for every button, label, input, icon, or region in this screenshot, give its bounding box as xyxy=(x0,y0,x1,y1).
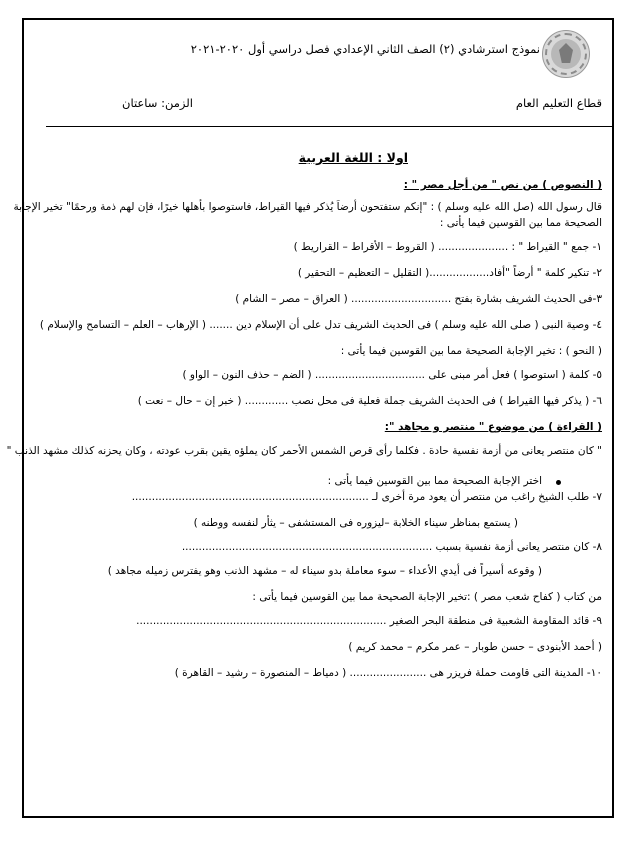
question-5: ٥- كلمة ( استوصوا ) فعل أمر مبنى على ................................. ( الضم – حذف النون – الواو ) xyxy=(182,369,602,381)
header-divider xyxy=(46,126,612,127)
book-heading: من كتاب ( كفاح شعب مصر ) :تخير الإجابة الصحيحة مما بين القوسين فيما يأتى : xyxy=(252,591,602,603)
reading-heading: ( القراءة ) من موضوع " منتصر و مجاهد ": xyxy=(384,421,602,433)
section-title: اولا : اللغة العربية xyxy=(298,150,408,165)
question-4: ٤- وصية النبى ( صلى الله عليه وسلم ) فى الحديث الشريف تدل على أن الإسلام دين ....... ( الإرهاب – العلم – التسامح والإسلام ) xyxy=(39,319,602,331)
question-9-options: ( أحمد الأبنودى – حسن طوبار – عمر مكرم – محمد كريم ) xyxy=(348,641,602,653)
grammar-heading: ( النحو ) : تخير الإجابة الصحيحة مما بين القوسين فيما يأتى : xyxy=(340,345,602,357)
question-8: ٨- كان منتصر يعانى أزمة نفسية بسبب ........................................................................... xyxy=(181,541,602,553)
question-3: ٣-فى الحديث الشريف بشارة بفتح .............................. ( العراق – مصر – الشام ) xyxy=(235,293,602,305)
question-2: ٢- تنكير كلمة " أرضاً "أفاد..................( التقليل – التعظيم – التحقير ) xyxy=(297,267,602,279)
question-7: ٧- طلب الشيخ راغب من منتصر أن يعود مرة أخرى لـ ....................................................................... xyxy=(131,491,602,503)
time-label: الزمن: ساعتان xyxy=(122,96,193,110)
page-border xyxy=(22,18,614,818)
question-8-options: ( وقوعه أسيراً فى أيدي الأعداء – سوء معاملة بدو سيناء له – مشهد الذنب وهو يفترس زميله مجاهد ) xyxy=(107,565,542,577)
sector-label: قطاع التعليم العام xyxy=(515,96,602,110)
hadith-line-2: الصحيحة مما بين القوسين فيما يأتى : xyxy=(439,217,602,229)
hadith-line-1: قال رسول الله (صل الله عليه وسلم ) : "إنكم ستفتحون أرضاَ يُذكر فيها القيراط، فاستوصوا بأهلها خيرًا، فإن لهم ذمة ورحمًا" تخير الإجابة xyxy=(13,201,602,213)
reading-passage: " كان منتصر يعانى من أزمة نفسية حادة . فكلما رأى قرص الشمس الأحمر كان يملؤه يقين بقرب عودته ، وكان يحزنه كذلك مشهد الذنب " xyxy=(6,445,602,457)
question-1: ١- جمع " القيراط " : ..................... ( القروط – الأقراط – القراريط ) xyxy=(293,241,602,253)
question-7-options: ( يستمع بمناظر سيناء الخلابة –ليزوره فى المستشفى – يثأر لنفسه ووطنه ) xyxy=(193,517,518,529)
bullet-icon xyxy=(556,480,561,485)
question-6: ٦- ( يذكر فيها القيراط ) فى الحديث الشريف جملة فعلية فى محل نصب ............. ( خبر إن – حال – نعت ) xyxy=(137,395,602,407)
texts-heading: ( النصوص ) من نص " من أجل مصر " : xyxy=(403,179,602,191)
reading-instruction: اختر الإجابة الصحيحة مما بين القوسين فيما يأتى : xyxy=(327,475,542,487)
ministry-logo xyxy=(542,30,590,78)
question-10: ١٠- المدينة التى قاومت حملة فريزر هى ....................... ( دمياط – المنصورة – رشيد – القاهرة ) xyxy=(174,667,602,679)
exam-title: نموذج استرشادي (٢) الصف الثاني الإعدادي فصل دراسي أول ٢٠٢٠-٢٠٢١ xyxy=(190,42,540,56)
question-9: ٩- قائد المقاومة الشعبية فى منطقة البحر الصغير ........................................................................... xyxy=(136,615,602,627)
